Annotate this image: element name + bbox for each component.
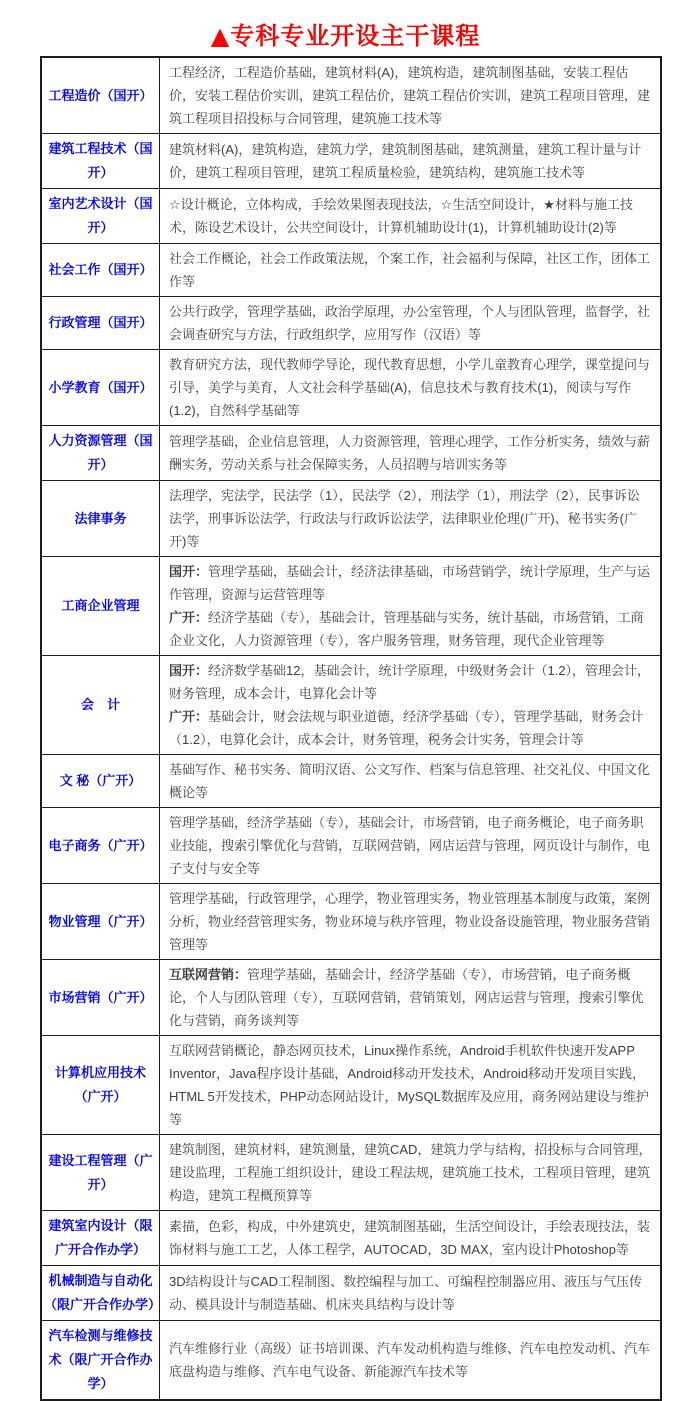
major-name: 机械制造与自动化（限广开合作办学）: [41, 1266, 160, 1321]
major-name: 行政管理（国开）: [41, 297, 160, 350]
course-part: [169, 606, 652, 652]
table-row: [41, 884, 661, 960]
major-name: 建设工程管理（广开）: [41, 1135, 160, 1211]
course-list: [160, 297, 662, 350]
provider-label: 广开：: [169, 709, 209, 724]
course-list: [160, 557, 662, 656]
course-list: [160, 426, 662, 481]
major-name: 汽车检测与维修技术（限广开合作办学）: [41, 1321, 160, 1401]
page: [0, 16, 691, 1391]
course-part: [169, 430, 652, 476]
course-list: [160, 481, 662, 557]
course-text: 管理学基础，基础会计，经济学基础（专），市场营销，电子商务概论，个人与团队管理（专），互联网营销，营销策划，网店运营与管理，搜索引擎优化与营销，商务谈判等: [169, 967, 644, 1028]
table-row: [41, 755, 661, 808]
course-text: 经济数学基础12，基础会计，统计学原理，中级财务会计（1.2），管理会计，财务管理，成本会计，电算化会计等: [169, 663, 651, 701]
course-part: [169, 484, 652, 553]
provider-label: 国开：: [169, 564, 209, 579]
course-part: [169, 353, 652, 422]
table-row: [41, 960, 661, 1036]
course-part: [169, 963, 652, 1032]
table-row: [41, 350, 661, 426]
major-name: 建筑工程技术（国开）: [41, 134, 160, 189]
course-list: [160, 960, 662, 1036]
course-part: [169, 1138, 652, 1207]
major-name: 小学教育（国开）: [41, 350, 160, 426]
courses-table-body: [41, 57, 661, 1400]
course-text: 基础会计，财会法规与职业道德，经济学基础（专），管理学基础，财务会计（1.2），电算化会计，成本会计，财务管理，税务会计实务，管理会计等: [169, 709, 644, 747]
major-name: 室内艺术设计（国开）: [41, 189, 160, 244]
course-list: [160, 1135, 662, 1211]
provider-label: 互联网营销：: [169, 967, 248, 982]
course-part: [169, 1039, 652, 1131]
course-text: 基础写作、秘书实务、简明汉语、公文写作、档案与信息管理、社交礼仪、中国文化概论等: [169, 762, 651, 800]
course-part: [169, 300, 652, 346]
provider-label: 广开：: [169, 610, 209, 625]
course-list: [160, 244, 662, 297]
table-row: [41, 1211, 661, 1266]
table-row: [41, 297, 661, 350]
table-row: [41, 1036, 661, 1135]
course-part: [169, 247, 652, 293]
course-text: 互联网营销概论，静态网页技术，Linux操作系统，Android手机软件快速开发APP Inventor，Java程序设计基础，Android移动开发技术，Android移动开发项目实践，HTML 5开发技术，PHP动态网站设计，MySQL数据库及应用，商务网站建设与维护等: [169, 1043, 649, 1127]
major-name: 工商企业管理: [41, 557, 160, 656]
table-row: [41, 244, 661, 297]
course-text: 汽车维修行业（高级）证书培训课、汽车发动机构造与维修、汽车电控发动机、汽车底盘构造与维修、汽车电气设备、新能源汽车技术等: [169, 1341, 651, 1379]
course-list: [160, 134, 662, 189]
major-name: 会 计: [41, 656, 160, 755]
table-row: [41, 1321, 661, 1401]
course-text: 管理学基础，经济学基础（专），基础会计，市场营销，电子商务概论，电子商务职业技能，搜索引擎优化与营销，互联网营销，网店运营与管理，网页设计与制作，电子支付与安全等: [169, 815, 651, 876]
major-name: 物业管理（广开）: [41, 884, 160, 960]
major-name: 市场营销（广开）: [41, 960, 160, 1036]
course-list: [160, 1036, 662, 1135]
course-text: ☆设计概论，立体构成，手绘效果图表现技法，☆生活空间设计，★材料与施工技术，陈设艺术设计，公共空间设计，计算机辅助设计(1)，计算机辅助设计(2)等: [169, 197, 633, 235]
table-row: [41, 189, 661, 244]
course-part: [169, 1337, 652, 1383]
course-part: [169, 887, 652, 956]
course-text: 建筑制图，建筑材料，建筑测量，建筑CAD，建筑力学与结构，招投标与合同管理，建设监理，工程施工组织设计，建设工程法规，建筑施工技术，工程项目管理，建筑构造，建筑工程概预算等: [169, 1142, 652, 1203]
course-list: [160, 189, 662, 244]
course-text: 管理学基础，行政管理学，心理学，物业管理实务，物业管理基本制度与政策，案例分析，物业经营管理实务，物业环境与秩序管理，物业设备设施管理，物业服务营销管理等: [169, 891, 651, 952]
course-list: [160, 350, 662, 426]
course-text: 工程经济，工程造价基础，建筑材料(A)，建筑构造，建筑制图基础，安装工程估价，安装工程估价实训，建筑工程估价，建筑工程估价实训，建筑工程项目管理，建筑工程项目招投标与合同管理，建筑施工技术等: [169, 65, 651, 126]
course-text: 素描，色彩，构成，中外建筑史，建筑制图基础，生活空间设计，手绘表现技法，装饰材料与施工工艺，人体工程学，AUTOCAD，3D MAX，室内设计Photoshop等: [169, 1219, 651, 1257]
course-part: [169, 138, 652, 184]
courses-table: [40, 56, 662, 1401]
course-list: [160, 755, 662, 808]
provider-label: 国开：: [169, 663, 209, 678]
table-row: [41, 481, 661, 557]
course-text: 经济学基础（专），基础会计，管理基础与实务，统计基础，市场营销，工商企业文化，人力资源管理（专），客户服务管理，财务管理，现代企业管理等: [169, 610, 644, 648]
course-text: 建筑材料(A)，建筑构造，建筑力学，建筑制图基础，建筑测量，建筑工程计量与计价，建筑工程项目管理，建筑工程质量检验，建筑结构，建筑施工技术等: [169, 142, 642, 180]
course-list: [160, 1321, 662, 1401]
course-part: [169, 758, 652, 804]
table-row: [41, 1266, 661, 1321]
course-part: [169, 705, 652, 751]
course-part: [169, 560, 652, 606]
table-row: [41, 808, 661, 884]
course-part: [169, 1270, 652, 1316]
course-text: 管理学基础，企业信息管理，人力资源管理，管理心理学，工作分析实务，绩效与薪酬实务，劳动关系与社会保障实务，人员招聘与培训实务等: [169, 434, 651, 472]
course-text: 3D结构设计与CAD工程制图、数控编程与加工、可编程控制器应用、液压与气压传动、模具设计与制造基础、机床夹具结构与设计等: [169, 1274, 643, 1312]
major-name: 电子商务（广开）: [41, 808, 160, 884]
table-row: [41, 57, 661, 134]
course-list: [160, 1266, 662, 1321]
course-text: 管理学基础，基础会计，经济法律基础，市场营销学，统计学原理，生产与运作管理，资源与运营管理等: [169, 564, 651, 602]
major-name: 文 秘（广开）: [41, 755, 160, 808]
course-list: [160, 808, 662, 884]
course-list: [160, 1211, 662, 1266]
course-list: [160, 656, 662, 755]
course-part: [169, 811, 652, 880]
course-part: [169, 61, 652, 130]
major-name: 人力资源管理（国开）: [41, 426, 160, 481]
major-name: 计算机应用技术（广开）: [41, 1036, 160, 1135]
major-name: 社会工作（国开）: [41, 244, 160, 297]
course-text: 法理学，宪法学，民法学（1），民法学（2），刑法学（1），刑法学（2），民事诉讼法学，刑事诉讼法学，行政法与行政诉讼法学，法律职业伦理(广开)、秘书实务(广开)等: [169, 488, 640, 549]
course-text: 社会工作概论，社会工作政策法规，个案工作，社会福利与保障，社区工作，团体工作等: [169, 251, 651, 289]
table-row: [41, 1135, 661, 1211]
course-text: 教育研究方法，现代教师学导论，现代教育思想，小学儿童教育心理学，课堂提问与引导，美学与美育，人文社会科学基础(A)，信息技术与教育技术(1)，阅读与写作(1.2)，自然科学基础等: [169, 357, 651, 418]
course-part: [169, 1215, 652, 1261]
course-part: [169, 193, 652, 239]
table-row: [41, 656, 661, 755]
major-name: 法律事务: [41, 481, 160, 557]
table-row: [41, 426, 661, 481]
major-name: 建筑室内设计（限广开合作办学）: [41, 1211, 160, 1266]
course-list: [160, 57, 662, 134]
table-row: [41, 134, 661, 189]
major-name: 工程造价（国开）: [41, 57, 160, 134]
page-title: ▲专科专业开设主干课程: [210, 21, 481, 50]
course-part: [169, 659, 652, 705]
course-list: [160, 884, 662, 960]
table-row: [41, 557, 661, 656]
course-text: 公共行政学，管理学基础，政治学原理，办公室管理，个人与团队管理，监督学，社会调查研究与方法，行政组织学，应用写作（汉语）等: [169, 304, 651, 342]
